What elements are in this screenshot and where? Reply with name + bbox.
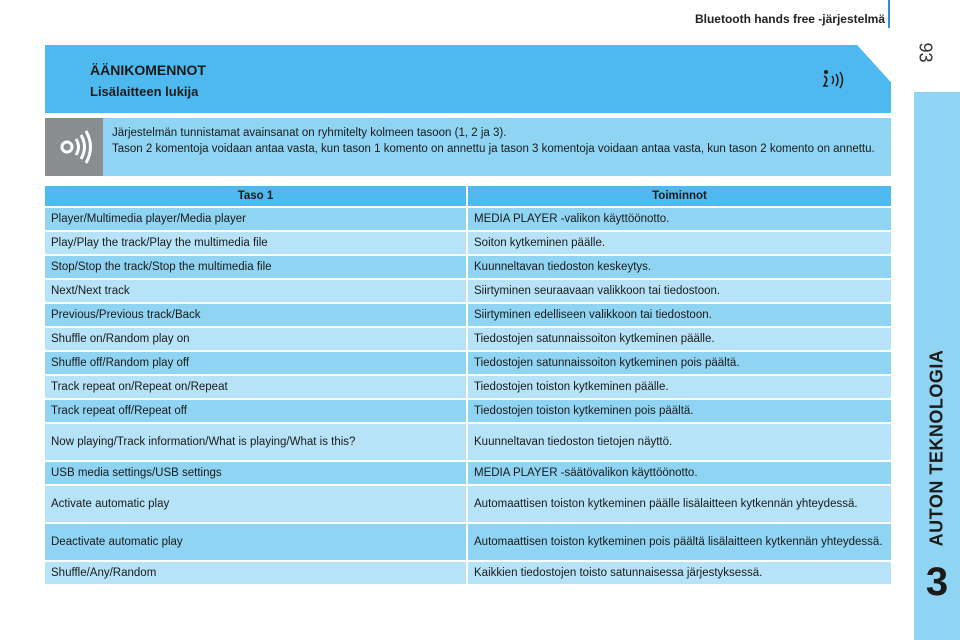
section-subtitle: Lisälaitteen lukija	[90, 84, 199, 99]
table-row	[45, 424, 891, 460]
info-icon-box	[45, 118, 103, 176]
voice-command-icon	[818, 66, 846, 92]
command-cell: Play/Play the track/Play the multimedia file	[45, 232, 468, 254]
command-cell: Shuffle/Any/Random	[45, 562, 468, 584]
function-cell: Automaattisen toiston kytkeminen pois päältä lisälaitteen kytkennän yhteydessä.	[468, 524, 891, 560]
table-row	[45, 462, 891, 484]
chapter-number: 3	[925, 560, 949, 604]
command-cell: Deactivate automatic play	[45, 524, 468, 560]
table-row	[45, 376, 891, 398]
function-cell: Kuunneltavan tiedoston tietojen näyttö.	[468, 424, 891, 460]
info-line-1: Järjestelmän tunnistamat avainsanat on ryhmitelty kolmeen tasoon (1, 2 ja 3).	[112, 127, 507, 139]
command-cell: Shuffle off/Random play off	[45, 352, 468, 374]
table-row	[45, 232, 891, 254]
function-cell: Automaattisen toiston kytkeminen päälle lisälaitteen kytkennän yhteydessä.	[468, 486, 891, 522]
section-title-band	[45, 45, 891, 113]
table-row	[45, 400, 891, 422]
command-cell: Shuffle on/Random play on	[45, 328, 468, 350]
function-cell: Kuunneltavan tiedoston keskeytys.	[468, 256, 891, 278]
voice-command-table	[45, 184, 891, 586]
function-cell: Soiton kytkeminen päälle.	[468, 232, 891, 254]
function-cell: Tiedostojen satunnaissoiton kytkeminen päälle.	[468, 328, 891, 350]
section-title: ÄÄNIKOMENNOT	[90, 62, 206, 78]
table-row	[45, 304, 891, 326]
function-cell: Kaikkien tiedostojen toisto satunnaisessa järjestyksessä.	[468, 562, 891, 584]
function-cell: MEDIA PLAYER -valikon käyttöönotto.	[468, 208, 891, 230]
function-cell: MEDIA PLAYER -säätövalikon käyttöönotto.	[468, 462, 891, 484]
command-cell: Player/Multimedia player/Media player	[45, 208, 468, 230]
function-cell: Tiedostojen toiston kytkeminen pois päältä.	[468, 400, 891, 422]
info-line-2: Tason 2 komentoja voidaan antaa vasta, kun tason 1 komento on annettu ja tason 3 komentoja voidaan antaa vasta, kun tason 2 komento on annettu.	[112, 143, 875, 155]
table-row	[45, 352, 891, 374]
header-functions: Toiminnot	[468, 186, 891, 206]
command-cell: Track repeat on/Repeat on/Repeat	[45, 376, 468, 398]
table-row	[45, 486, 891, 522]
command-cell: USB media settings/USB settings	[45, 462, 468, 484]
function-cell: Siirtyminen seuraavaan valikkoon tai tiedostoon.	[468, 280, 891, 302]
table-row	[45, 256, 891, 278]
command-cell: Next/Next track	[45, 280, 468, 302]
table-row	[45, 280, 891, 302]
chapter-tab-label: AUTON TEKNOLOGIA	[926, 349, 947, 547]
running-header: Bluetooth hands free -järjestelmä	[694, 12, 885, 26]
table-row	[45, 208, 891, 230]
page-number: 93	[915, 42, 936, 63]
speaker-sound-icon	[45, 118, 103, 176]
command-cell: Track repeat off/Repeat off	[45, 400, 468, 422]
table-row	[45, 524, 891, 560]
command-cell: Previous/Previous track/Back	[45, 304, 468, 326]
command-cell: Activate automatic play	[45, 486, 468, 522]
table-header-row	[45, 186, 891, 206]
header-level-1: Taso 1	[45, 186, 468, 206]
table-row	[45, 562, 891, 584]
header-rule	[888, 0, 890, 28]
command-cell: Now playing/Track information/What is playing/What is this?	[45, 424, 468, 460]
function-cell: Tiedostojen satunnaissoiton kytkeminen pois päältä.	[468, 352, 891, 374]
command-cell: Stop/Stop the track/Stop the multimedia file	[45, 256, 468, 278]
function-cell: Siirtyminen edelliseen valikkoon tai tiedostoon.	[468, 304, 891, 326]
info-text	[112, 125, 882, 157]
function-cell: Tiedostojen toiston kytkeminen päälle.	[468, 376, 891, 398]
table-row	[45, 328, 891, 350]
